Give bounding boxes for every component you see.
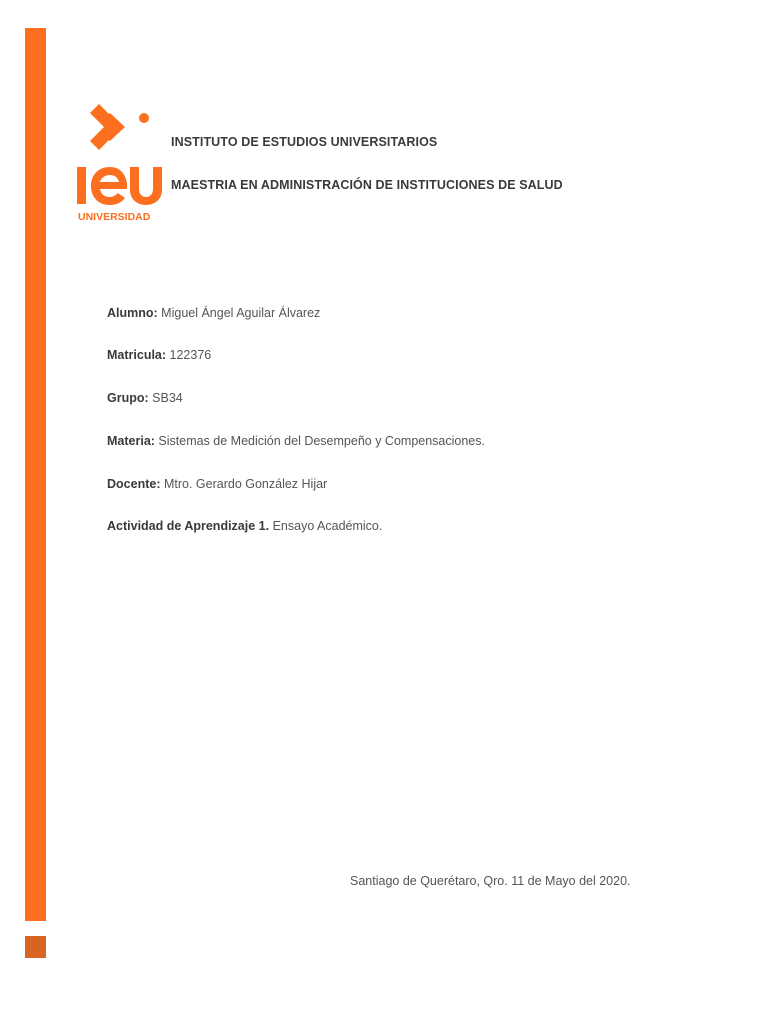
field-docente [107,477,327,491]
field-matricula-label: Matricula: [107,348,167,362]
field-matricula-value: 122376 [169,348,212,362]
institution-name: INSTITUTO DE ESTUDIOS UNIVERSITARIOS [171,135,438,149]
place-and-date: Santiago de Querétaro, Qro. 11 de Mayo del 2020. [350,874,631,888]
field-grupo-value: SB34 [152,391,183,405]
field-docente-label: Docente: [107,477,161,491]
field-docente-value: Mtro. Gerardo González Hijar [163,477,328,491]
field-actividad [107,519,382,533]
field-alumno-label: Alumno: [107,306,158,320]
field-matricula [107,348,211,362]
orange-corner-square [25,936,46,958]
field-materia-label: Materia: [107,434,155,448]
logo-subtitle: UNIVERSIDAD [78,211,151,223]
ieu-logo-graphic [72,96,168,228]
program-name: MAESTRIA EN ADMINISTRACIÓN DE INSTITUCIONES DE SALUD [171,178,563,192]
field-alumno [107,306,320,320]
field-grupo-label: Grupo: [107,391,149,405]
field-materia-value: Sistemas de Medición del Desempeño y Compensaciones. [158,434,485,448]
field-grupo [107,391,183,405]
field-actividad-value: Ensayo Académico. [272,519,383,533]
field-actividad-label: Actividad de Aprendizaje 1. [107,519,270,533]
orange-side-bar [25,28,46,921]
field-alumno-value: Miguel Ángel Aguilar Álvarez [161,306,321,320]
ieu-logo [72,96,168,228]
field-materia [107,434,485,448]
